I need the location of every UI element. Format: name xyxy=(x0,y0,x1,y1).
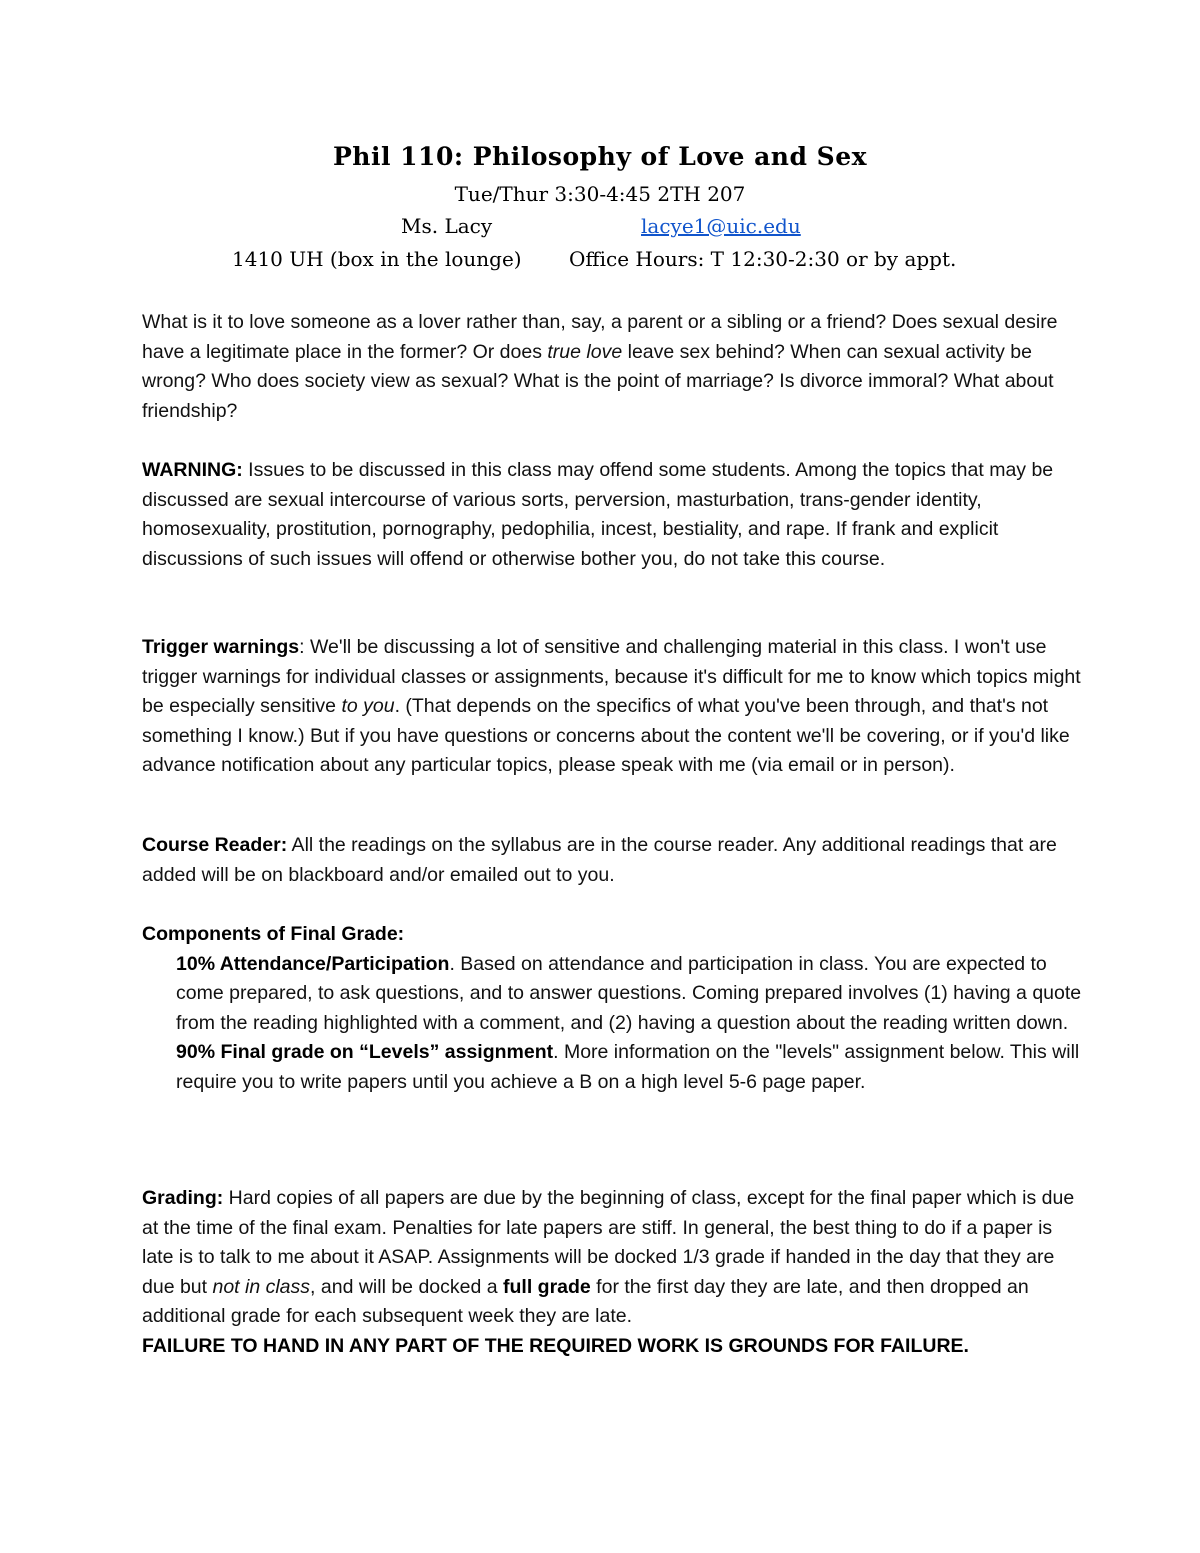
grading-text: Hard copies of all papers are due by the beginning of class, except for the final paper which is due at the time of the final exam. Penalties for late papers are stiff. In general, the best thing to do if a paper is late is to talk to me about it ASAP. Assignments will be docked 1/3 grade if handed in the day that they are due but xyxy=(142,1187,1075,1298)
trigger-text-continued: . (That depends on the specifics of what you've been through, and that's not something I know.) But if you have questions or concerns about the content we'll be covering, or if you'd like advance notification about any particular topics, please speak with me (via email or in person). xyxy=(142,695,1070,777)
intro-emphasis: true love xyxy=(547,340,623,363)
intro-text: What is it to love someone as a lover rather than, say, a parent or a sibling or a friend? Does sexual desire have a legitimate place in the former? Or does xyxy=(142,311,1058,363)
grading-label: Grading: xyxy=(142,1187,224,1209)
failure-notice: FAILURE TO HAND IN ANY PART OF THE REQUIRED WORK IS GROUNDS FOR FAILURE. xyxy=(142,1334,969,1357)
grade-components-heading: Components of Final Grade: xyxy=(142,923,405,945)
office-location: 1410 UH (box in the lounge) xyxy=(232,247,522,271)
warning-text: Issues to be discussed in this class may offend some students. Among the topics that may be discussed are sexual intercourse of various sorts, perversion, masturbation, trans-gender identity, homosexuality, prostitution, pornography, pedophilia, incest, bestiality, and rape. If frank and explicit discussions of such issues will offend or otherwise bother you, do not take this course. xyxy=(142,459,1054,570)
instructor-email-link[interactable]: lacye1@uic.edu xyxy=(641,214,801,238)
component-attendance xyxy=(142,950,1082,1039)
component-levels-text: . More information on the "levels" assignment below. This will require you to write papers until you achieve a B on a high level 5-6 page paper. xyxy=(176,1041,1080,1093)
warning-paragraph xyxy=(142,456,1082,574)
intro-text-continued: leave sex behind? When can sexual activity be wrong? Who does society view as sexual? What is the point of marriage? Is divorce immoral? What about friendship? xyxy=(142,340,1054,422)
trigger-text: : We'll be discussing a lot of sensitive and challenging material in this class. I won't use trigger warnings for individual classes or assignments, because it's difficult for me to know which topics might be especially sensitive xyxy=(142,636,1081,718)
grading-bold-term: full grade xyxy=(503,1275,591,1298)
component-levels-label: 90% Final grade on “Levels” assignment xyxy=(176,1041,554,1064)
intro-paragraph xyxy=(142,308,1082,426)
trigger-warnings-paragraph xyxy=(142,633,1082,781)
class-schedule: Tue/Thur 3:30-4:45 2TH 207 xyxy=(454,182,746,206)
grading-text-continued: , and will be docked a xyxy=(310,1275,503,1298)
trigger-warnings-label: Trigger warnings xyxy=(142,636,300,658)
grading-emphasis: not in class xyxy=(212,1275,311,1298)
warning-label: WARNING: xyxy=(142,459,243,481)
trigger-emphasis: to you xyxy=(341,695,395,718)
instructor-name: Ms. Lacy xyxy=(401,214,493,238)
grade-components-section xyxy=(142,920,1082,1098)
course-reader-paragraph xyxy=(142,831,1082,890)
grading-text-end: for the first day they are late, and then dropped an additional grade for each subsequent week they are late. xyxy=(142,1275,1029,1328)
course-title: Phil 110: Philosophy of Love and Sex xyxy=(332,142,867,171)
grading-paragraph xyxy=(142,1184,1082,1362)
office-hours: Office Hours: T 12:30-2:30 or by appt. xyxy=(569,247,957,271)
course-reader-text: All the readings on the syllabus are in the course reader. Any additional readings that are added will be on blackboard and/or emailed out to you. xyxy=(142,834,1057,886)
course-reader-label: Course Reader: xyxy=(142,834,288,856)
component-attendance-label: 10% Attendance/Participation xyxy=(176,952,450,975)
component-attendance-text: . Based on attendance and participation in class. You are expected to come prepared, to ask questions, and to answer questions. Coming prepared involves (1) having a quote from the reading highlighted with a comment, and (2) having a question about the reading written down. xyxy=(176,952,1082,1034)
component-levels xyxy=(142,1038,1082,1097)
